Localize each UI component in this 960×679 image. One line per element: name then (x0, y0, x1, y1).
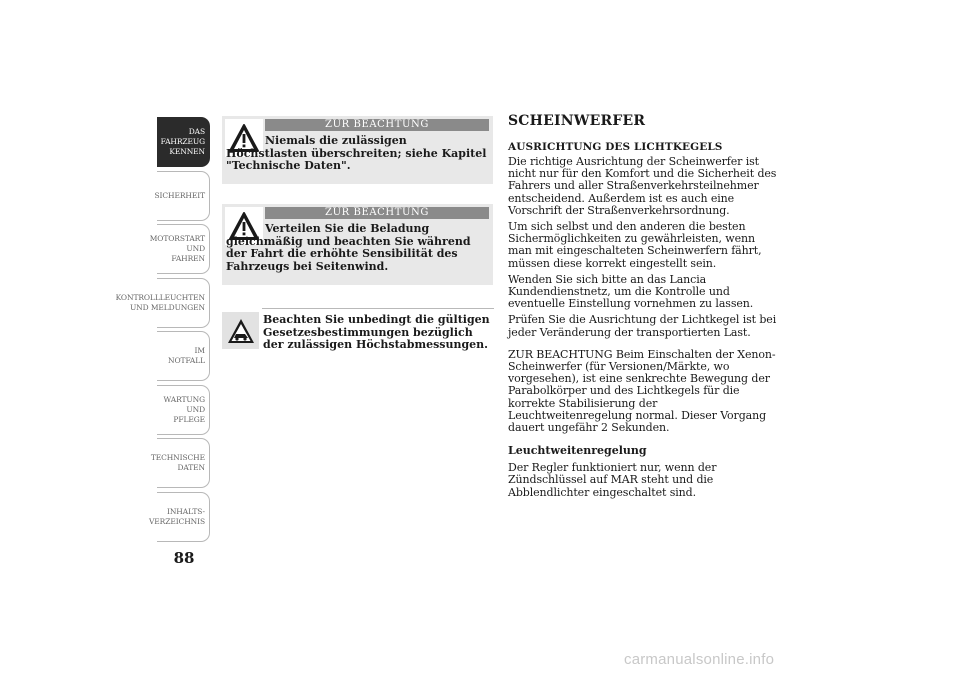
environment-car-icon (222, 312, 259, 349)
paragraph: Die richtige Ausrichtung der Scheinwerfer ist nicht nur für den Komfort und die Sicherheit des Fahrers und aller Straßenverkehrsteilnehmer entscheidend. Außerdem ist es auch eine Vorschrift der Straßenverkehrsordnung. (508, 155, 777, 217)
tab-technische-daten[interactable]: TECHNISCHE DATEN (157, 438, 210, 488)
paragraph: Um sich selbst und den anderen die besten Sichermöglichkeiten zu gewährleisten, wenn man mit eingeschalteten Scheinwerfern fährt, müssen diese korrekt eingestellt sein. (508, 220, 762, 270)
main-column (508, 113, 778, 503)
warning-text: Niemals die zulässigen Höchstlasten überschreiten; siehe Kapitel "Technische Daten". (226, 134, 487, 172)
section-title: SCHEINWERFER (508, 113, 646, 129)
tab-inhaltsverzeichnis[interactable]: INHALTS- VERZEICHNIS (157, 492, 210, 542)
tab-das-fahrzeug-kennen[interactable]: DAS FAHRZEUG KENNEN (157, 117, 210, 167)
paragraph: Wenden Sie sich bitte an das Lancia Kundendienstnetz, um die Kontrolle und eventuelle Einstellung vornehmen zu lassen. (508, 272, 754, 311)
tab-im-notfall[interactable]: IM NOTFALL (157, 331, 210, 381)
environment-note: Beachten Sie unbedingt die gültigen Gesetzesbestimmungen bezüglich der zulässigen Höchstabmessungen. (263, 313, 490, 351)
leveling-title: Leuchtweitenregelung (508, 444, 647, 458)
page-number: 88 (173, 549, 195, 567)
divider (262, 308, 494, 309)
paragraph: Prüfen Sie die Ausrichtung der Lichtkegel ist bei jeder Veränderung der transportierten Last. (508, 313, 777, 339)
tab-motorstart-und-fahren[interactable]: MOTORSTART UND FAHREN (157, 224, 210, 274)
warning-text: Verteilen Sie die Beladung gleichmäßig und beachten Sie während der Fahrt die erhöhte Sensibilität des Fahrzeugs bei Seitenwind. (226, 222, 471, 273)
note-paragraph: ZUR BEACHTUNG Beim Einschalten der Xenon-Scheinwerfer (für Versionen/Märkte, wo vorgesehen), ist eine senkrechte Bewegung der Parabolkörper und des Lichtkegels für die korrekte Stabilisierung der Leuchtweitenregelung normal. Dieser Vorgang dauert ungefähr 2 Sekunden. (508, 347, 776, 435)
warning-box-max-load (222, 116, 493, 184)
warning-box-load-distribution (222, 204, 493, 285)
leveling-text: Der Regler funktioniert nur, wenn der Zündschlüssel auf MAR steht und die Abblendlichter eingeschaltet sind. (508, 461, 717, 499)
watermark: carmanualsonline.info (624, 651, 775, 668)
tab-kontrollleuchten[interactable]: KONTROLLLEUCHTEN UND MELDUNGEN (157, 278, 210, 328)
warning-heading: ZUR BEACHTUNG (265, 207, 489, 219)
tab-wartung-und-pflege[interactable]: WARTUNG UND PFLEGE (157, 385, 210, 435)
subsection-title: AUSRICHTUNG DES LICHTKEGELS (508, 141, 723, 153)
warning-heading: ZUR BEACHTUNG (265, 119, 489, 131)
tab-sicherheit[interactable]: SICHERHEIT (157, 171, 210, 221)
